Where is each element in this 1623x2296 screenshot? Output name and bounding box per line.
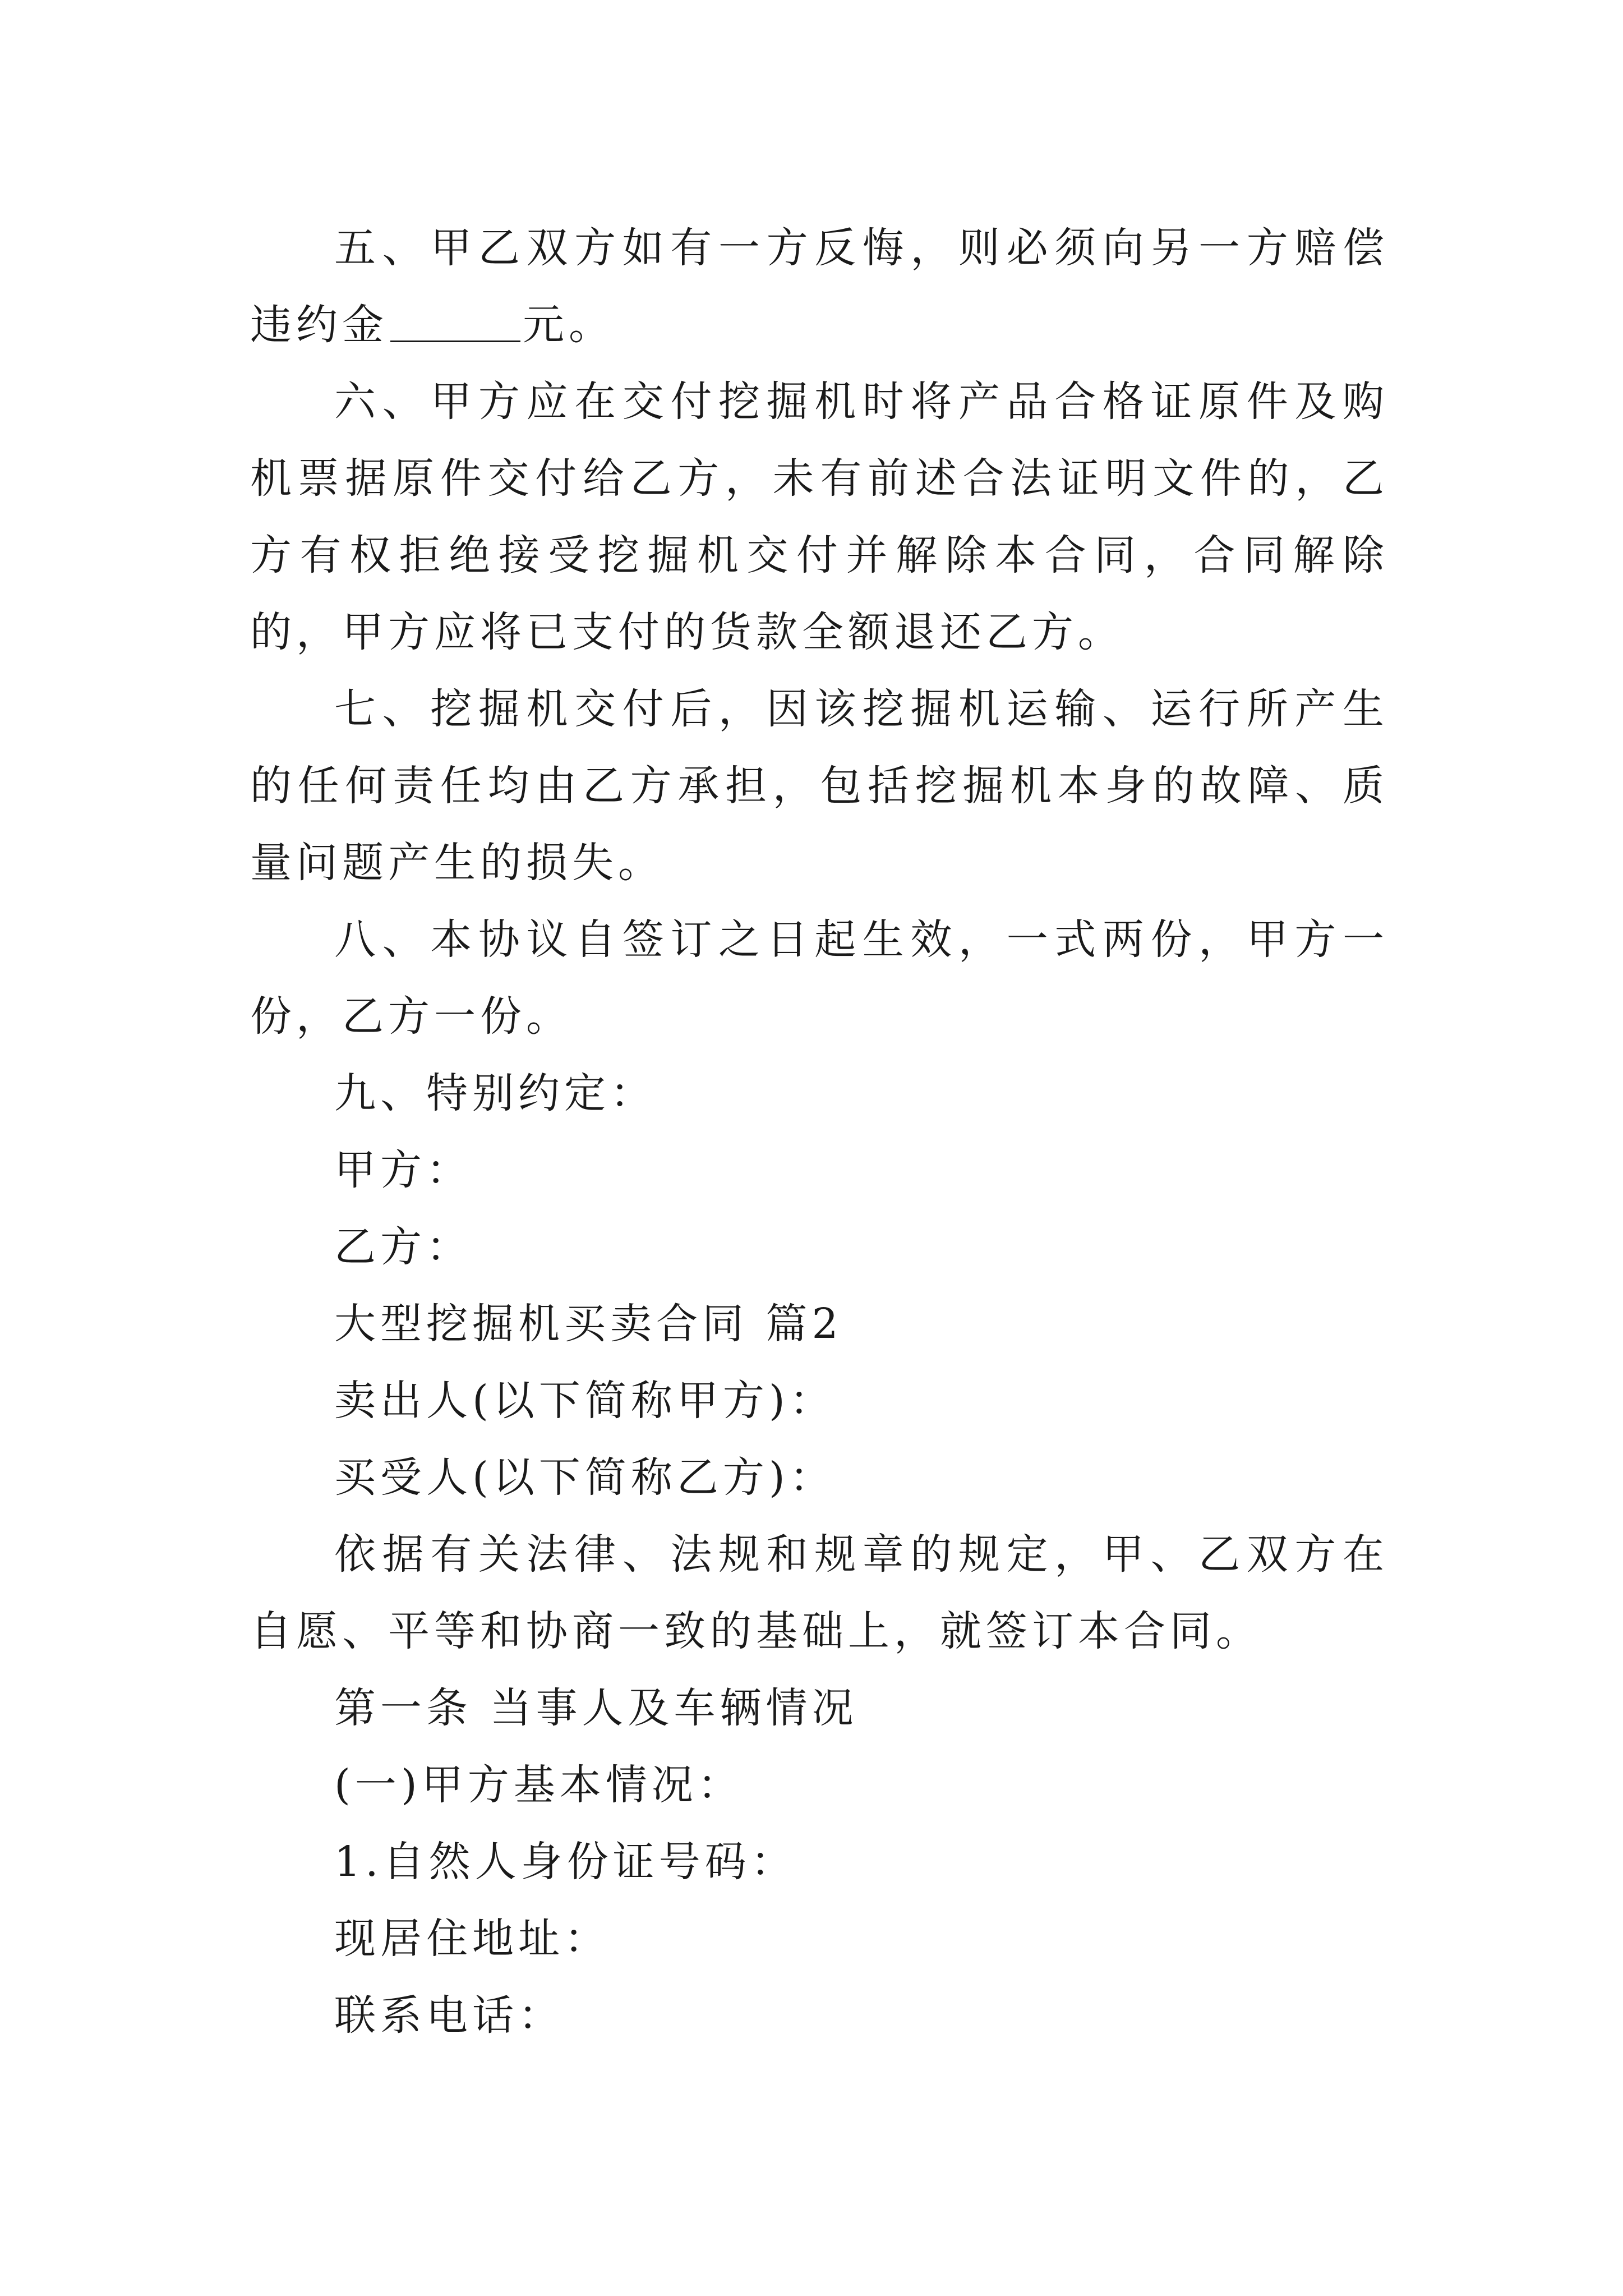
paragraph-5 [250,210,1389,364]
party-b-signature: 乙方： [334,1223,472,1271]
amount-blank [390,301,520,342]
paragraph-7: 七、挖掘机交付后，因该挖掘机运输、运行所产生的任何责任均由乙方承担，包括挖掘机本身的故障、质量问题产生的损失。 [250,685,1389,887]
document-body [250,210,1389,2054]
paragraph-6: 六、甲方应在交付挖掘机时将产品合格证原件及购机票据原件交付给乙方，未有前述合法证明文件的，乙方有权拒绝接受挖掘机交付并解除本合同，合同解除的，甲方应将已支付的货款全额退还乙方。 [250,378,1389,656]
party-a-signature: 甲方： [334,1146,472,1194]
paragraph-9: 九、特别约定： [334,1069,656,1117]
party-a-info-heading: (一)甲方基本情况： [334,1761,744,1809]
paragraph-8: 八、本协议自签订之日起生效，一式两份，甲方一份，乙方一份。 [250,915,1389,1041]
id-number-line: 1.自然人身份证号码： [334,1838,797,1886]
paragraph-5-text: 五、甲乙双方如有一方反悔，则必须向另一方赔偿违约金 [250,224,1389,349]
seller-line: 卖出人(以下简称甲方)： [334,1377,836,1425]
section-title: 大型挖掘机买卖合同 篇2 [334,1300,843,1348]
basis-paragraph: 依据有关法律、法规和规章的规定，甲、乙双方在自愿、平等和协商一致的基础上，就签订本合同。 [250,1530,1389,1655]
article-1-heading: 第一条 当事人及车辆情况 [334,1684,858,1732]
address-line: 现居住地址： [334,1915,610,1963]
buyer-line: 买受人(以下简称乙方)： [334,1453,836,1502]
paragraph-5-unit: 元。 [523,301,615,349]
phone-line: 联系电话： [334,1991,564,2040]
